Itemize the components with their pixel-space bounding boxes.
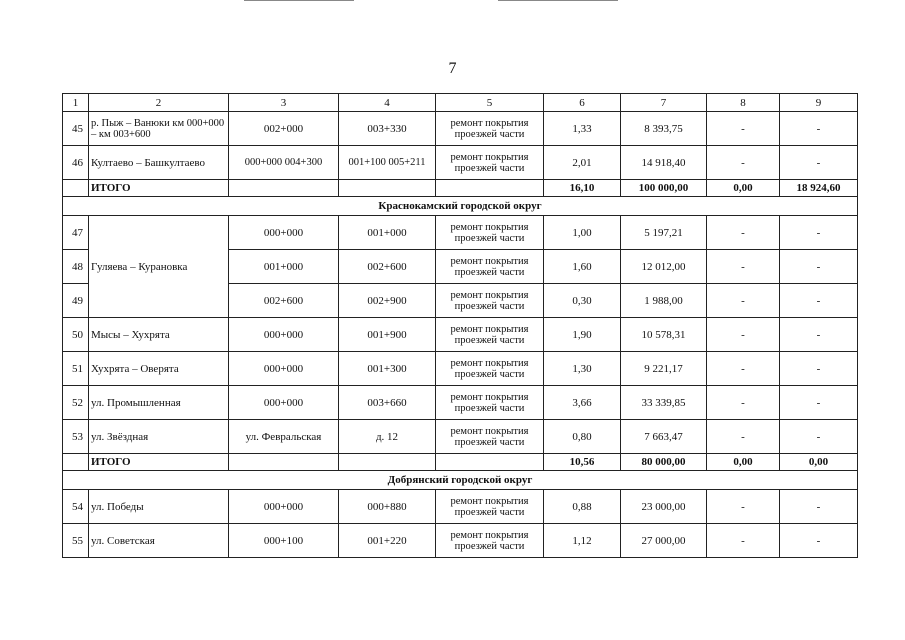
col9-value: - [780, 112, 858, 146]
column-number-row [63, 94, 858, 112]
col9-value: - [780, 524, 858, 558]
section-title: Краснокамский городской округ [63, 197, 858, 216]
table-row [63, 318, 858, 352]
work-type: ремонт покрытия проезжей части [436, 420, 544, 454]
start-point: 000+000 [229, 352, 339, 386]
work-type: ремонт покрытия проезжей части [436, 284, 544, 318]
total-row [63, 454, 858, 471]
col8-value: - [707, 352, 780, 386]
start-point: 000+000 [229, 386, 339, 420]
row-number: 48 [63, 250, 89, 284]
road-name: Гуляева – Курановка [89, 216, 229, 318]
road-name: Хухрята – Оверята [89, 352, 229, 386]
row-number: 54 [63, 490, 89, 524]
end-point: 002+600 [339, 250, 436, 284]
total-length: 10,56 [544, 454, 621, 471]
col9-value: - [780, 216, 858, 250]
table-row [63, 524, 858, 558]
col8-value: - [707, 420, 780, 454]
start-point: 000+100 [229, 524, 339, 558]
cost: 33 339,85 [621, 386, 707, 420]
length-km: 1,60 [544, 250, 621, 284]
section-title: Добрянский городской округ [63, 471, 858, 490]
road-name: ул. Промышленная [89, 386, 229, 420]
start-point: 002+600 [229, 284, 339, 318]
page-number: 7 [448, 60, 457, 77]
col8-value: - [707, 250, 780, 284]
row-number: 52 [63, 386, 89, 420]
length-km: 0,88 [544, 490, 621, 524]
table-row [63, 490, 858, 524]
col9-value: - [780, 490, 858, 524]
total-label: ИТОГО [89, 180, 229, 197]
cost: 7 663,47 [621, 420, 707, 454]
table-row [63, 352, 858, 386]
cost: 12 012,00 [621, 250, 707, 284]
total-length: 16,10 [544, 180, 621, 197]
empty-cell [436, 180, 544, 197]
column-header: 3 [229, 94, 339, 112]
column-header: 7 [621, 94, 707, 112]
end-point: 001+900 [339, 318, 436, 352]
end-point: 003+660 [339, 386, 436, 420]
table-row [63, 420, 858, 454]
cost: 23 000,00 [621, 490, 707, 524]
col8-value: - [707, 386, 780, 420]
column-header: 4 [339, 94, 436, 112]
table-row [63, 146, 858, 180]
end-point: 002+900 [339, 284, 436, 318]
start-point: 000+000 [229, 490, 339, 524]
row-number: 50 [63, 318, 89, 352]
col9-value: - [780, 146, 858, 180]
length-km: 0,30 [544, 284, 621, 318]
empty-cell [229, 454, 339, 471]
row-number: 47 [63, 216, 89, 250]
col8-value: - [707, 284, 780, 318]
row-number: 46 [63, 146, 89, 180]
road-name: ул. Звёздная [89, 420, 229, 454]
row-number: 45 [63, 112, 89, 146]
end-point: 001+100 005+211 [339, 146, 436, 180]
row-number: 53 [63, 420, 89, 454]
col9-value: - [780, 318, 858, 352]
start-point: 002+000 [229, 112, 339, 146]
empty-cell [339, 454, 436, 471]
cost: 10 578,31 [621, 318, 707, 352]
total-label: ИТОГО [89, 454, 229, 471]
start-point: 001+000 [229, 250, 339, 284]
cost: 9 221,17 [621, 352, 707, 386]
cost: 27 000,00 [621, 524, 707, 558]
work-type: ремонт покрытия проезжей части [436, 146, 544, 180]
end-point: д. 12 [339, 420, 436, 454]
col9-value: - [780, 352, 858, 386]
row-number: 49 [63, 284, 89, 318]
column-header: 2 [89, 94, 229, 112]
section-header [63, 471, 858, 490]
col8-value: - [707, 524, 780, 558]
total-col8: 0,00 [707, 180, 780, 197]
road-name: Култаево – Башкултаево [89, 146, 229, 180]
cost: 5 197,21 [621, 216, 707, 250]
work-type: ремонт покрытия проезжей части [436, 352, 544, 386]
col9-value: - [780, 420, 858, 454]
table-row [63, 216, 858, 250]
total-row [63, 180, 858, 197]
cost: 8 393,75 [621, 112, 707, 146]
column-header: 9 [780, 94, 858, 112]
road-name: ул. Советская [89, 524, 229, 558]
start-point: ул. Февральская [229, 420, 339, 454]
column-header: 1 [63, 94, 89, 112]
length-km: 1,30 [544, 352, 621, 386]
start-point: 000+000 [229, 318, 339, 352]
length-km: 1,33 [544, 112, 621, 146]
roads-table [62, 93, 858, 558]
col9-value: - [780, 386, 858, 420]
table-row [63, 386, 858, 420]
road-name: р. Пыж – Ванюки км 000+000 – км 003+600 [89, 112, 229, 146]
cost: 14 918,40 [621, 146, 707, 180]
column-header: 6 [544, 94, 621, 112]
col9-value: - [780, 250, 858, 284]
work-type: ремонт покрытия проезжей части [436, 216, 544, 250]
road-name: Мысы – Хухрята [89, 318, 229, 352]
scan-edge-line [498, 0, 618, 1]
col8-value: - [707, 216, 780, 250]
total-col9: 0,00 [780, 454, 858, 471]
work-type: ремонт покрытия проезжей части [436, 386, 544, 420]
total-cost: 80 000,00 [621, 454, 707, 471]
length-km: 1,00 [544, 216, 621, 250]
work-type: ремонт покрытия проезжей части [436, 318, 544, 352]
total-cost: 100 000,00 [621, 180, 707, 197]
start-point: 000+000 004+300 [229, 146, 339, 180]
section-header [63, 197, 858, 216]
work-type: ремонт покрытия проезжей части [436, 250, 544, 284]
empty-cell [63, 454, 89, 471]
empty-cell [229, 180, 339, 197]
col8-value: - [707, 146, 780, 180]
col8-value: - [707, 490, 780, 524]
end-point: 000+880 [339, 490, 436, 524]
empty-cell [436, 454, 544, 471]
row-number: 55 [63, 524, 89, 558]
column-header: 8 [707, 94, 780, 112]
end-point: 001+000 [339, 216, 436, 250]
table-row [63, 112, 858, 146]
col8-value: - [707, 112, 780, 146]
column-header: 5 [436, 94, 544, 112]
col8-value: - [707, 318, 780, 352]
end-point: 001+300 [339, 352, 436, 386]
total-col8: 0,00 [707, 454, 780, 471]
total-col9: 18 924,60 [780, 180, 858, 197]
work-type: ремонт покрытия проезжей части [436, 524, 544, 558]
length-km: 1,12 [544, 524, 621, 558]
row-number: 51 [63, 352, 89, 386]
col9-value: - [780, 284, 858, 318]
scan-edge-line [244, 0, 354, 1]
empty-cell [339, 180, 436, 197]
work-type: ремонт покрытия проезжей части [436, 112, 544, 146]
length-km: 0,80 [544, 420, 621, 454]
end-point: 001+220 [339, 524, 436, 558]
end-point: 003+330 [339, 112, 436, 146]
work-type: ремонт покрытия проезжей части [436, 490, 544, 524]
start-point: 000+000 [229, 216, 339, 250]
road-name: ул. Победы [89, 490, 229, 524]
length-km: 1,90 [544, 318, 621, 352]
length-km: 2,01 [544, 146, 621, 180]
length-km: 3,66 [544, 386, 621, 420]
empty-cell [63, 180, 89, 197]
cost: 1 988,00 [621, 284, 707, 318]
